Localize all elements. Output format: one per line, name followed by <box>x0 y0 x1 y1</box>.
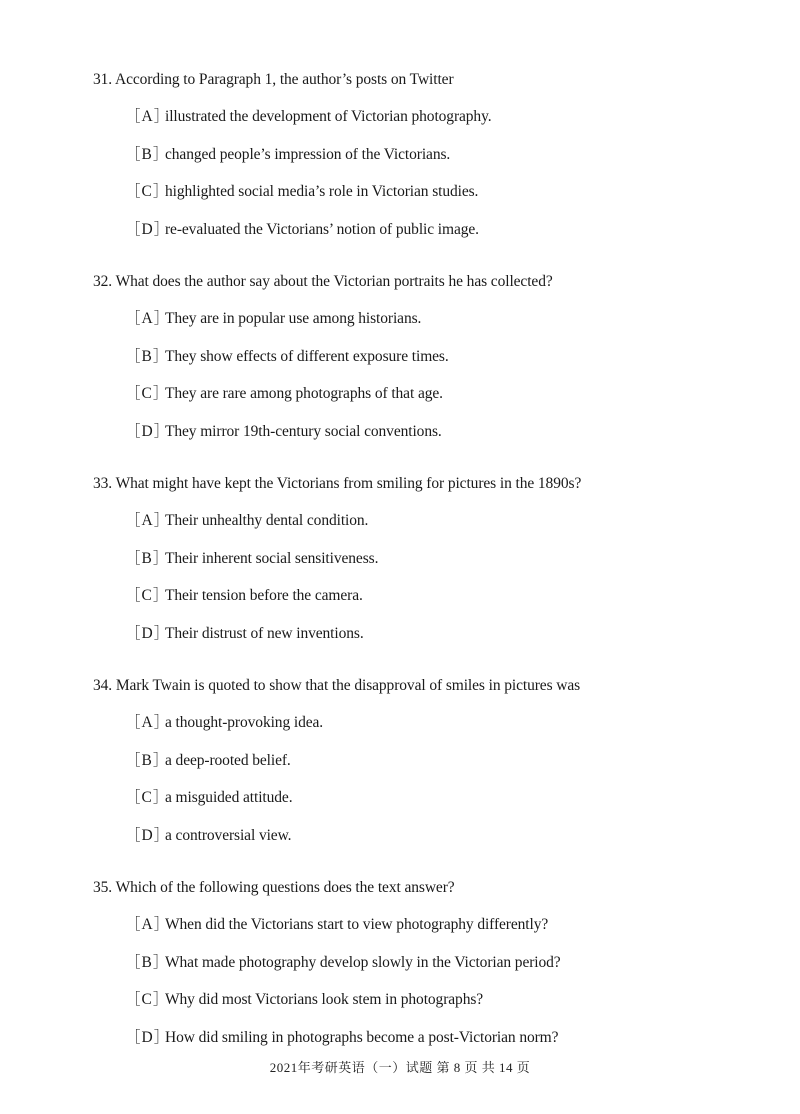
option-text: re-evaluated the Victorians’ notion of public image. <box>165 220 479 238</box>
option-letter: ［A］ <box>125 108 171 125</box>
question-stem: 34. Mark Twain is quoted to show that the disapproval of smiles in pictures was <box>93 677 581 694</box>
option-text: highlighted social media’s role in Victorian studies. <box>165 183 479 200</box>
option-text: When did the Victorians start to view photography differently? <box>165 916 549 933</box>
option-list <box>93 915 773 1048</box>
option-text: Their tension before the camera. <box>165 587 363 604</box>
option-b <box>125 549 773 569</box>
page-footer: 2021年考研英语（一）试题 第 8 页 共 14 页 <box>269 1060 531 1075</box>
option-c <box>125 586 773 606</box>
question-35 <box>93 878 773 1048</box>
option-letter: ［C］ <box>125 587 170 604</box>
option-text: Why did most Victorians look stem in photographs? <box>165 991 484 1008</box>
option-a <box>125 915 773 935</box>
option-a <box>125 107 773 127</box>
option-letter: ［B］ <box>125 145 170 163</box>
option-text: Their distrust of new inventions. <box>165 624 364 642</box>
option-list <box>93 107 773 240</box>
question-stem: 35. Which of the following questions does the text answer? <box>93 879 455 896</box>
option-b <box>125 953 773 973</box>
option-d <box>125 624 773 644</box>
option-text: a thought-provoking idea. <box>165 714 324 731</box>
option-list <box>93 511 773 644</box>
option-text: changed people’s impression of the Victorians. <box>165 145 451 163</box>
option-c <box>125 788 773 808</box>
option-letter: ［A］ <box>125 512 171 529</box>
option-list <box>93 713 773 846</box>
option-text: They show effects of different exposure times. <box>165 347 449 365</box>
option-b <box>125 145 773 165</box>
option-text: They mirror 19th-century social conventions. <box>165 422 442 440</box>
option-letter: ［B］ <box>125 953 170 971</box>
option-text: Their unhealthy dental condition. <box>165 512 369 529</box>
option-letter: ［A］ <box>125 916 171 933</box>
option-letter: ［B］ <box>125 549 170 567</box>
option-letter: ［C］ <box>125 385 170 402</box>
option-text: a controversial view. <box>165 826 292 844</box>
option-letter: ［B］ <box>125 751 170 769</box>
option-text: illustrated the development of Victorian photography. <box>165 108 492 125</box>
option-a <box>125 309 773 329</box>
option-letter: ［A］ <box>125 714 171 731</box>
question-32 <box>93 272 773 442</box>
option-d <box>125 220 773 240</box>
option-list <box>93 309 773 442</box>
option-c <box>125 990 773 1010</box>
option-c <box>125 384 773 404</box>
option-letter: ［D］ <box>125 826 171 844</box>
option-c <box>125 182 773 202</box>
option-letter: ［D］ <box>125 220 171 238</box>
option-d <box>125 422 773 442</box>
option-text: They are in popular use among historians. <box>165 310 422 327</box>
question-33 <box>93 474 773 644</box>
option-letter: ［C］ <box>125 991 170 1008</box>
question-stem: 33. What might have kept the Victorians from smiling for pictures in the 1890s? <box>93 475 582 492</box>
option-letter: ［C］ <box>125 789 170 806</box>
option-b <box>125 751 773 771</box>
option-text: Their inherent social sensitiveness. <box>165 549 379 567</box>
option-text: How did smiling in photographs become a post-Victorian norm? <box>165 1028 559 1046</box>
option-d <box>125 1028 773 1048</box>
option-text: a deep-rooted belief. <box>165 751 291 769</box>
option-a <box>125 713 773 733</box>
option-letter: ［D］ <box>125 1028 171 1046</box>
option-a <box>125 511 773 531</box>
option-letter: ［B］ <box>125 347 170 365</box>
option-d <box>125 826 773 846</box>
option-letter: ［D］ <box>125 624 171 642</box>
option-letter: ［D］ <box>125 422 171 440</box>
option-text: They are rare among photographs of that age. <box>165 385 443 402</box>
question-31 <box>93 70 773 240</box>
question-34 <box>93 676 773 846</box>
question-stem: 31. According to Paragraph 1, the author’s posts on Twitter <box>93 71 454 88</box>
option-letter: ［C］ <box>125 183 170 200</box>
option-letter: ［A］ <box>125 310 171 327</box>
option-text: What made photography develop slowly in the Victorian period? <box>165 953 561 971</box>
question-stem: 32. What does the author say about the Victorian portraits he has collected? <box>93 273 553 290</box>
option-text: a misguided attitude. <box>165 789 293 806</box>
option-b <box>125 347 773 367</box>
